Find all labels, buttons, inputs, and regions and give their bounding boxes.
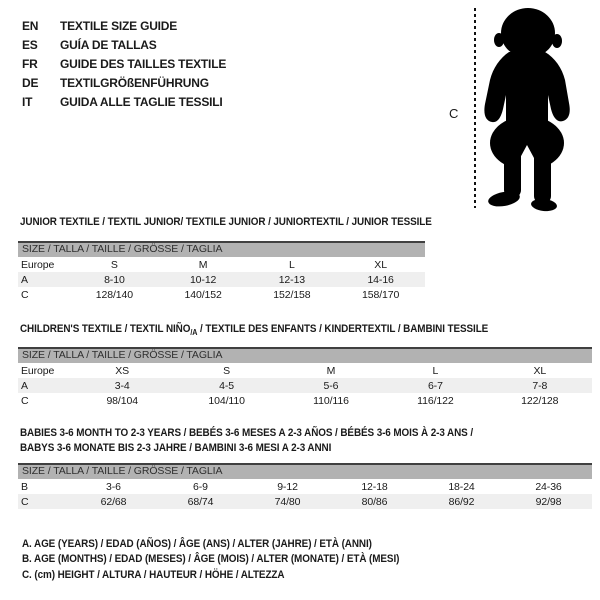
right-foot-shape <box>530 198 557 212</box>
value-cell: L <box>289 258 295 271</box>
language-row <box>22 35 226 54</box>
value-cell: L <box>432 364 439 377</box>
value-cell: 7-8 <box>532 379 548 392</box>
height-marker-label: C <box>449 106 459 121</box>
value-cell: 80/86 <box>361 495 388 508</box>
value-cell: 4-5 <box>219 379 235 392</box>
value-cell: XS <box>115 364 130 377</box>
table-row-europe <box>18 257 425 272</box>
section-children-title-rest: / TEXTILE DES ENFANTS / KINDERTEXTIL / BAMBINI TESSILE <box>197 323 489 335</box>
value-cell: XL <box>533 364 547 377</box>
language-code: FR <box>22 56 38 71</box>
right-leg-shape <box>534 148 551 204</box>
row-label-cell: A <box>21 273 28 286</box>
table-row-height <box>18 393 592 408</box>
value-cell: 12-18 <box>361 480 388 493</box>
row-label-cell: C <box>21 394 29 407</box>
section-babies-title <box>20 426 473 455</box>
language-code: EN <box>22 18 39 33</box>
value-cell: S <box>110 258 118 271</box>
table-header-bar: SIZE / TALLA / TAILLE / GRÖSSE / TAGLIA <box>18 241 425 257</box>
left-leg-shape <box>504 148 521 198</box>
leg-gap-shape <box>520 145 534 206</box>
value-cell: 5-6 <box>323 379 339 392</box>
section-babies-title-line-2: BABYS 3-6 MONATE BIS 2-3 JAHRE / BAMBINI 3-6 MESI A 2-3 ANNI <box>20 441 332 454</box>
section-junior-title: JUNIOR TEXTILE / TEXTIL JUNIOR/ TEXTILE JUNIOR / JUNIORTEXTIL / JUNIOR TESSILE <box>20 216 432 228</box>
table-header-bar: SIZE / TALLA / TAILLE / GRÖSSE / TAGLIA <box>18 463 592 479</box>
value-cell: 104/110 <box>208 394 245 407</box>
language-label: GUIDE DES TAILLES TEXTILE <box>60 56 227 71</box>
value-cell: 14-16 <box>367 273 394 286</box>
value-cell: 6-9 <box>193 480 208 493</box>
value-cell: XL <box>374 258 387 271</box>
value-cell: 140/152 <box>184 288 222 301</box>
section-children-title-text: CHILDREN'S TEXTILE / TEXTIL NIÑO <box>20 323 191 335</box>
value-cell: 86/92 <box>448 495 475 508</box>
table-row-age-years <box>18 272 425 287</box>
language-code: ES <box>22 37 38 52</box>
row-label-cell: B <box>21 480 28 493</box>
section-children-title <box>20 323 488 337</box>
value-cell: 12-13 <box>278 273 306 286</box>
value-cell: 10-12 <box>189 273 217 286</box>
value-cell: 128/140 <box>95 288 133 301</box>
value-cell: M <box>198 258 208 271</box>
value-cell: 116/122 <box>417 394 454 407</box>
footnote-b: B. AGE (MONTHS) / EDAD (MESES) / ÂGE (MOIS) / ALTER (MONATE) / ETÀ (MESI) <box>22 553 400 566</box>
value-cell: 8-10 <box>104 273 125 286</box>
value-cell: 74/80 <box>274 495 301 508</box>
value-cell: 68/74 <box>187 495 214 508</box>
torso-shape <box>484 52 569 125</box>
language-code: DE <box>22 75 39 90</box>
table-row-height <box>18 287 425 302</box>
language-label: TEXTILE SIZE GUIDE <box>60 18 178 33</box>
value-cell: 152/158 <box>273 288 311 301</box>
footnotes <box>22 537 399 583</box>
value-cell: 24-36 <box>535 480 562 493</box>
row-label-cell: Europe <box>21 364 55 377</box>
language-row <box>22 92 226 111</box>
value-cell: 110/116 <box>313 394 349 407</box>
value-cell: 92/98 <box>535 495 562 508</box>
table-row-height <box>18 494 592 509</box>
row-label-cell: A <box>21 379 28 392</box>
language-label: TEXTILGRÖßENFÜHRUNG <box>60 75 209 90</box>
value-cell: 6-7 <box>427 379 443 392</box>
row-label-cell: C <box>21 495 29 508</box>
value-cell: 158/170 <box>361 288 400 301</box>
toddler-silhouette-icon <box>479 6 575 212</box>
row-label-cell: C <box>21 288 29 301</box>
value-cell: M <box>326 364 336 377</box>
value-cell: 62/68 <box>100 495 127 508</box>
table-row-age-months <box>18 479 592 494</box>
language-row <box>22 16 226 35</box>
language-label: GUÍA DE TALLAS <box>60 37 157 52</box>
language-guide <box>22 16 226 111</box>
head-shape <box>501 8 555 58</box>
language-code: IT <box>22 94 33 109</box>
footnote-a: A. AGE (YEARS) / EDAD (AÑOS) / ÂGE (ANS) / ALTER (JAHRE) / ETÀ (ANNI) <box>22 538 372 550</box>
language-row <box>22 73 226 92</box>
value-cell: 18-24 <box>448 480 475 493</box>
section-babies-title-line-1: BABIES 3-6 MONTH TO 2-3 YEARS / BEBÉS 3-6 MESES A 2-3 AÑOS / BÉBÉS 3-6 MOIS À 2-3 ANS / <box>20 427 473 439</box>
babies-size-table <box>18 463 592 509</box>
value-cell: 3-4 <box>114 379 130 392</box>
footnote-c: C. (cm) HEIGHT / ALTURA / HAUTEUR / HÖHE / ALTEZZA <box>22 568 285 581</box>
table-row-europe <box>18 363 592 378</box>
value-cell: 3-6 <box>106 480 121 493</box>
height-measure-line <box>474 8 476 208</box>
value-cell: S <box>223 364 231 377</box>
value-cell: 122/128 <box>521 394 559 407</box>
value-cell: 98/104 <box>106 394 138 407</box>
section-children-title-sub: /A <box>190 328 198 338</box>
table-row-age-years <box>18 378 592 393</box>
table-header-bar: SIZE / TALLA / TAILLE / GRÖSSE / TAGLIA <box>18 347 592 363</box>
row-label-cell: Europe <box>21 258 55 271</box>
language-label: GUIDA ALLE TAGLIE TESSILI <box>60 94 223 109</box>
language-row <box>22 54 226 73</box>
junior-size-table <box>18 241 425 302</box>
children-size-table <box>18 347 592 408</box>
value-cell: 9-12 <box>277 480 298 493</box>
